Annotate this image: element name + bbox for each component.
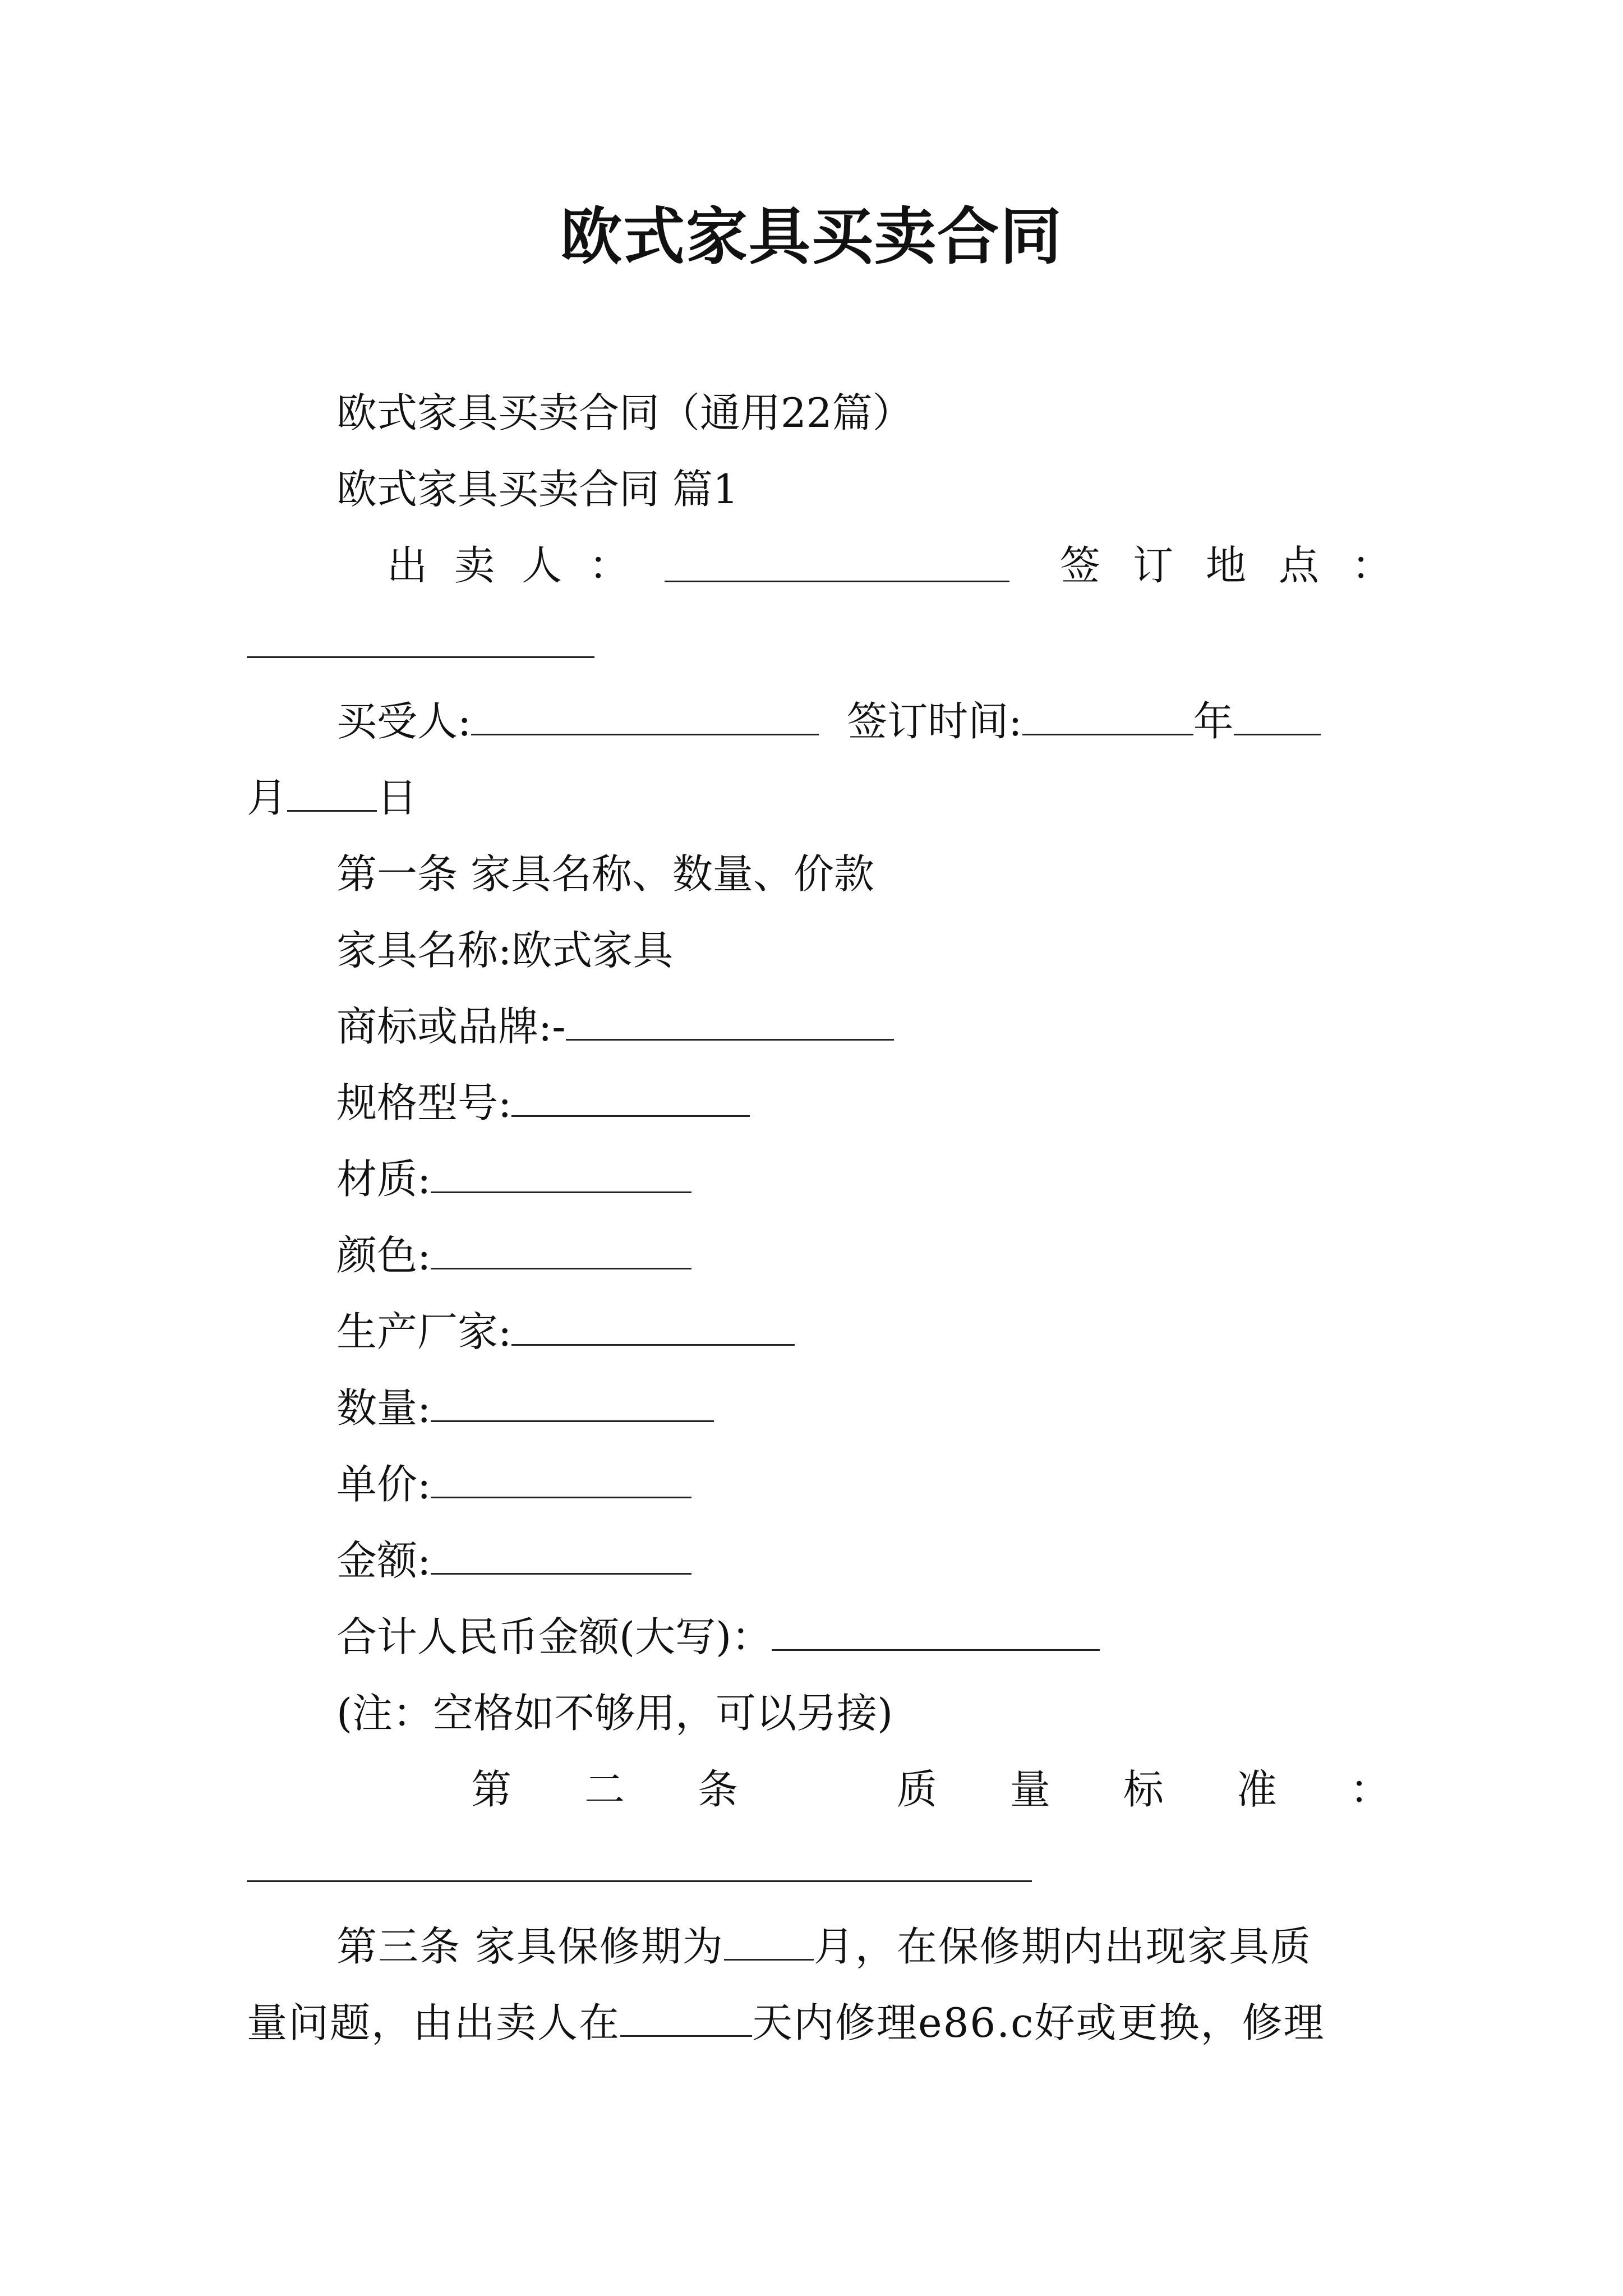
model-line (336, 1075, 750, 1131)
brand-blank[interactable] (566, 1004, 894, 1041)
model-blank[interactable] (511, 1080, 750, 1117)
quantity-line (336, 1380, 714, 1436)
article-3-text-a: 第三条 家具保修期为 (336, 1923, 724, 1970)
day-text: 日 (377, 774, 418, 821)
sign-place-label: 签订地点： (1060, 542, 1425, 589)
document-title: 欧式家具买卖合同 (560, 200, 1063, 273)
unit-price-blank[interactable] (431, 1462, 691, 1498)
article-2-label: 第二条 质量标准： (471, 1766, 1463, 1813)
note-text: (注：空格如不够用，可以另接) (336, 1690, 893, 1737)
sign-place-blank[interactable] (247, 656, 594, 658)
warranty-months-blank[interactable] (724, 1924, 814, 1961)
seller-blank[interactable] (665, 581, 1009, 582)
brand-label: 商标或品牌:- (336, 1003, 566, 1050)
total-label: 合计人民币金额(大写)： (336, 1613, 772, 1660)
color-label: 颜色: (336, 1232, 431, 1279)
sign-month-blank[interactable] (1234, 699, 1321, 735)
manufacturer-line (336, 1304, 795, 1360)
repair-days-blank[interactable] (620, 2000, 752, 2037)
article-3-text-b: 月，在保修期内出现家具质 (813, 1923, 1312, 1970)
total-blank[interactable] (772, 1614, 1100, 1651)
year-text: 年 (1193, 698, 1234, 745)
quantity-blank[interactable] (431, 1386, 714, 1422)
material-blank[interactable] (431, 1157, 691, 1193)
color-line (336, 1227, 691, 1283)
date-line-continued (247, 770, 417, 826)
amount-label: 金额: (336, 1537, 431, 1584)
section-heading: 欧式家具买卖合同 篇1 (336, 466, 739, 513)
seller-label: 出卖人： (387, 542, 657, 589)
article-3-text-c: 量问题，由出卖人在 (247, 1999, 621, 2046)
quantity-label: 数量: (336, 1384, 431, 1432)
brand-line (336, 999, 894, 1055)
amount-line (336, 1533, 691, 1589)
buyer-label: 买受人: (336, 698, 472, 745)
article-3-text-d: 天内修理e86.c好或更换，修理 (752, 1999, 1325, 2046)
document-subtitle: 欧式家具买卖合同（通用22篇） (336, 389, 913, 436)
article-1-heading: 第一条 家具名称、数量、价款 (336, 850, 874, 898)
unit-price-label: 单价: (336, 1461, 431, 1508)
buyer-blank[interactable] (471, 699, 819, 735)
buyer-line (336, 693, 1321, 749)
material-label: 材质: (336, 1156, 431, 1203)
sign-time-label: 签订时间: (847, 698, 1022, 745)
model-label: 规格型号: (336, 1079, 512, 1126)
manufacturer-label: 生产厂家: (336, 1308, 512, 1355)
total-line (336, 1609, 1100, 1665)
material-line (336, 1151, 691, 1207)
month-text: 月 (247, 774, 288, 821)
article-3-line2 (247, 1995, 1325, 2051)
sign-year-blank[interactable] (1022, 699, 1193, 735)
manufacturer-blank[interactable] (511, 1309, 795, 1346)
unit-price-line (336, 1456, 691, 1512)
sign-day-blank[interactable] (287, 775, 377, 812)
article-3-line1 (336, 1918, 1312, 1975)
amount-blank[interactable] (431, 1538, 691, 1575)
color-blank[interactable] (431, 1233, 691, 1269)
quality-standard-blank[interactable] (247, 1880, 1032, 1882)
furniture-name: 家具名称:欧式家具 (336, 927, 674, 974)
